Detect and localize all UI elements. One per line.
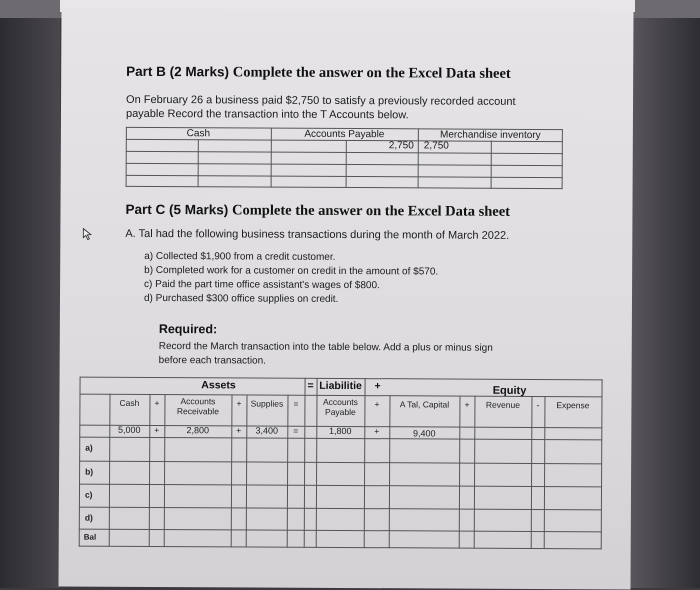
background-left	[0, 18, 60, 588]
col-revenue: Revenue	[485, 399, 520, 410]
part-c-intro: A. Tal had the following business transactions during the month of March 2022.	[125, 227, 510, 242]
t-account-cash-title: Cash	[186, 128, 211, 140]
opening-op-1: +	[154, 424, 160, 436]
transaction-c: c) Paid the part time office assistant's wages of $800.	[144, 278, 380, 292]
liabilities-header: Liabilitie	[319, 379, 362, 393]
mouse-cursor-icon	[82, 228, 94, 241]
part-b-line-1: On February 26 a business paid $2,750 to satisfy a previously recorded account	[126, 93, 516, 108]
opening-op-3: =	[293, 425, 299, 436]
assets-header: Assets	[201, 379, 236, 392]
col-op-2: +	[236, 398, 242, 409]
part-c-instruction: Complete the answer on the Excel Data sheet	[231, 202, 511, 220]
paper-sheet	[58, 9, 633, 590]
opening-supplies[interactable]: 3,400	[255, 425, 279, 436]
t-account-inventory-title: Merchandise inventory	[440, 129, 541, 142]
equals-header: =	[307, 379, 314, 392]
t-accounts-table	[126, 127, 563, 189]
col-op-3: =	[293, 398, 299, 409]
opening-cash[interactable]: 5,000	[118, 424, 141, 435]
col-op-1: +	[154, 397, 160, 409]
part-c-heading	[125, 202, 510, 221]
col-op-5: +	[464, 399, 470, 410]
col-op-4: +	[374, 399, 380, 410]
transaction-a: a) Collected $1,900 from a credit customer.	[144, 250, 336, 263]
row-label-c: c)	[84, 489, 93, 500]
part-c-label: Part C (5 Marks)	[125, 201, 229, 218]
t-account-inventory-debit[interactable]: 2,750	[423, 140, 449, 152]
opening-accounts-payable[interactable]: 1,800	[329, 425, 352, 437]
col-accounts-receivable: Accounts Receivable	[176, 396, 219, 416]
part-b-instruction: Complete the answer on the Excel Data sheet	[232, 64, 511, 82]
part-b-heading	[126, 64, 511, 83]
background-right	[628, 18, 700, 588]
col-op-6: -	[536, 399, 540, 411]
equity-header: Equity	[492, 384, 527, 397]
row-label-b: b)	[85, 466, 94, 477]
t-account-ap-debit[interactable]: 2,750	[388, 140, 414, 152]
required-line-2: before each transaction.	[158, 355, 266, 367]
opening-accounts-receivable[interactable]: 2,800	[186, 425, 210, 436]
col-accounts-payable: Accounts Payable	[322, 396, 358, 417]
col-cash: Cash	[119, 397, 140, 408]
transaction-d: d) Purchased $300 office supplies on credit.	[143, 292, 339, 305]
required-line-1: Record the March transaction into the table below. Add a plus or minus sign	[158, 341, 493, 354]
col-supplies: Supplies	[250, 398, 284, 409]
row-label-d: d)	[84, 512, 93, 523]
transaction-b: b) Completed work for a customer on credit in the amount of $570.	[144, 264, 439, 278]
row-label-bal: Bal	[83, 532, 97, 542]
part-b-line-2: payable Record the transaction into the T Accounts below.	[125, 107, 409, 122]
col-expense: Expense	[556, 400, 590, 411]
plus-header: +	[374, 380, 381, 393]
part-b-label: Part B (2 Marks)	[126, 63, 230, 80]
required-label: Required:	[158, 322, 218, 337]
col-capital: A Tal, Capital	[399, 399, 450, 410]
opening-capital[interactable]: 9,400	[413, 428, 436, 439]
row-label-a: a)	[85, 442, 93, 453]
opening-op-2: +	[236, 425, 242, 436]
t-account-ap-title: Accounts Payable	[304, 128, 385, 141]
opening-op-4: +	[374, 426, 380, 437]
accounting-equation-table	[79, 377, 603, 550]
